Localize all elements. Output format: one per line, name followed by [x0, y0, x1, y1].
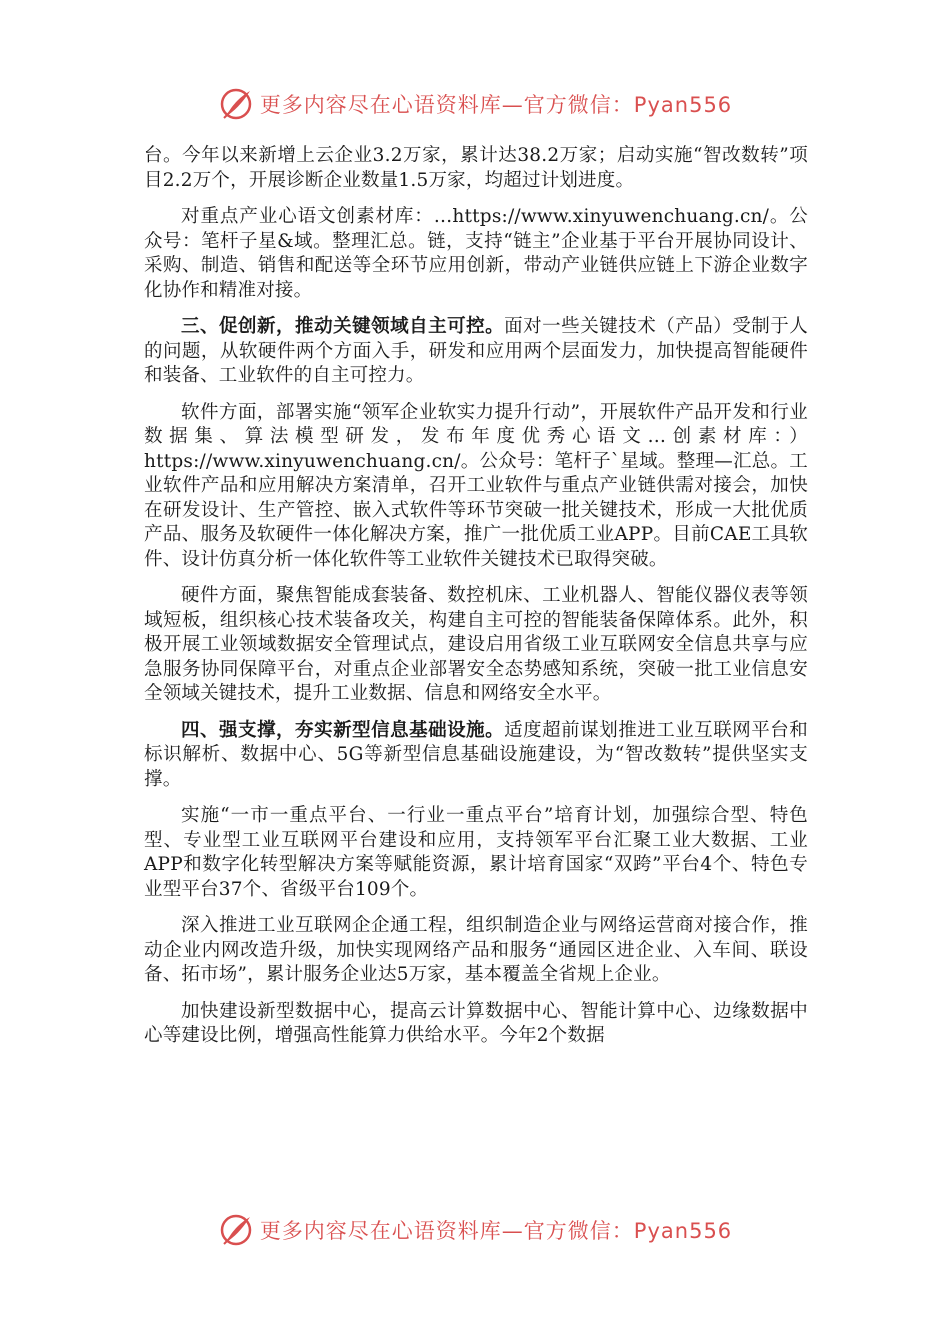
- paragraph: [144, 584, 808, 707]
- document-body: [144, 144, 808, 1061]
- paragraph: [144, 144, 808, 193]
- footer-watermark-banner: [0, 1210, 950, 1250]
- banner-inner: [218, 86, 732, 122]
- paragraph-text: 深入推进工业互联网企企通工程，组织制造企业与网络运营商对接合作，推动企业内网改造升级，加快实现网络产品和服务“通园区进企业、入车间、联设备、拓市场”，累计服务企业达5万家，基本覆盖全省规上企业。: [144, 915, 808, 985]
- banner-text: 更多内容尽在心语资料库—官方微信：Pyan556: [259, 1219, 733, 1243]
- section-heading: 三、促创新，推动关键领域自主可控。: [181, 316, 505, 337]
- paragraph-text: 对重点产业心语文创素材库：…https://www.xinyuwenchuang.cn/。公众号：笔杆子星&域。整理汇总。链，支持“链主”企业基于平台开展协同设计、采购、制造、销售和配送等全环节应用创新，带动产业链供应链上下游企业数字化协作和精准对接。: [144, 206, 808, 301]
- paragraph-text: 面对一些关键技术（产品）受制于人的问题，从软硬件两个方面入手，研发和应用两个层面发力，加快提高智能硬件和装备、工业软件的自主可控力。: [144, 316, 808, 386]
- quill-logo-icon: [218, 86, 254, 122]
- quill-logo-icon: [218, 1212, 254, 1248]
- section-paragraph: [144, 719, 808, 793]
- paragraph-text: 实施“一市一重点平台、一行业一重点平台”培育计划，加强综合型、特色型、专业型工业互联网平台建设和应用，支持领军平台汇聚工业大数据、工业APP和数字化转型解决方案等赋能资源，累计培育国家“双跨”平台4个、特色专业型平台37个、省级平台109个。: [144, 805, 808, 900]
- header-watermark-banner: [0, 84, 950, 124]
- paragraph: [144, 804, 808, 902]
- paragraph-text: 硬件方面，聚焦智能成套装备、数控机床、工业机器人、智能仪器仪表等领域短板，组织核心技术装备攻关，构建自主可控的智能装备保障体系。此外，积极开展工业领域数据安全管理试点，建设启用省级工业互联网安全信息共享与应急服务协同保障平台，对重点企业部署安全态势感知系统，突破一批工业信息安全领域关键技术，提升工业数据、信息和网络安全水平。: [144, 585, 808, 704]
- paragraph-text: 软件方面，部署实施“领军企业软实力提升行动”，开展软件产品开发和行业数据集、算法模型研发，发布年度优秀心语文…创素材库：）https://www.xinyuwenchuang.cn/。公众号：笔杆子`星域。整理—汇总。工业软件产品和应用解决方案清单，召开工业软件与重点产业链供需对接会，加快在研发设计、生产管控、嵌入式软件等环节突破一批关键技术，形成一大批优质产品、服务及软硬件一体化解决方案，推广一批优质工业APP。目前CAE工具软件、设计仿真分析一体化软件等工业软件关键技术已取得突破。: [144, 401, 808, 570]
- paragraph: [144, 1000, 808, 1049]
- paragraph: [144, 914, 808, 988]
- paragraph-text: 加快建设新型数据中心，提高云计算数据中心、智能计算中心、边缘数据中心等建设比例，增强高性能算力供给水平。今年2个数据: [144, 1000, 808, 1046]
- banner-text: 更多内容尽在心语资料库—官方微信：Pyan556: [259, 93, 733, 117]
- paragraph: [144, 205, 808, 303]
- section-paragraph: [144, 315, 808, 389]
- paragraph-text: 台。今年以来新增上云企业3.2万家，累计达38.2万家；启动实施“智改数转”项目2.2万个，开展诊断企业数量1.5万家，均超过计划进度。: [144, 145, 808, 191]
- paragraph-text: 适度超前谋划推进工业互联网平台和标识解析、数据中心、5G等新型信息基础设施建设，为“智改数转”提供坚实支撑。: [144, 719, 808, 790]
- banner-inner: [218, 1212, 732, 1248]
- paragraph: [144, 401, 808, 573]
- section-heading: 四、强支撑，夯实新型信息基础设施。: [181, 719, 505, 741]
